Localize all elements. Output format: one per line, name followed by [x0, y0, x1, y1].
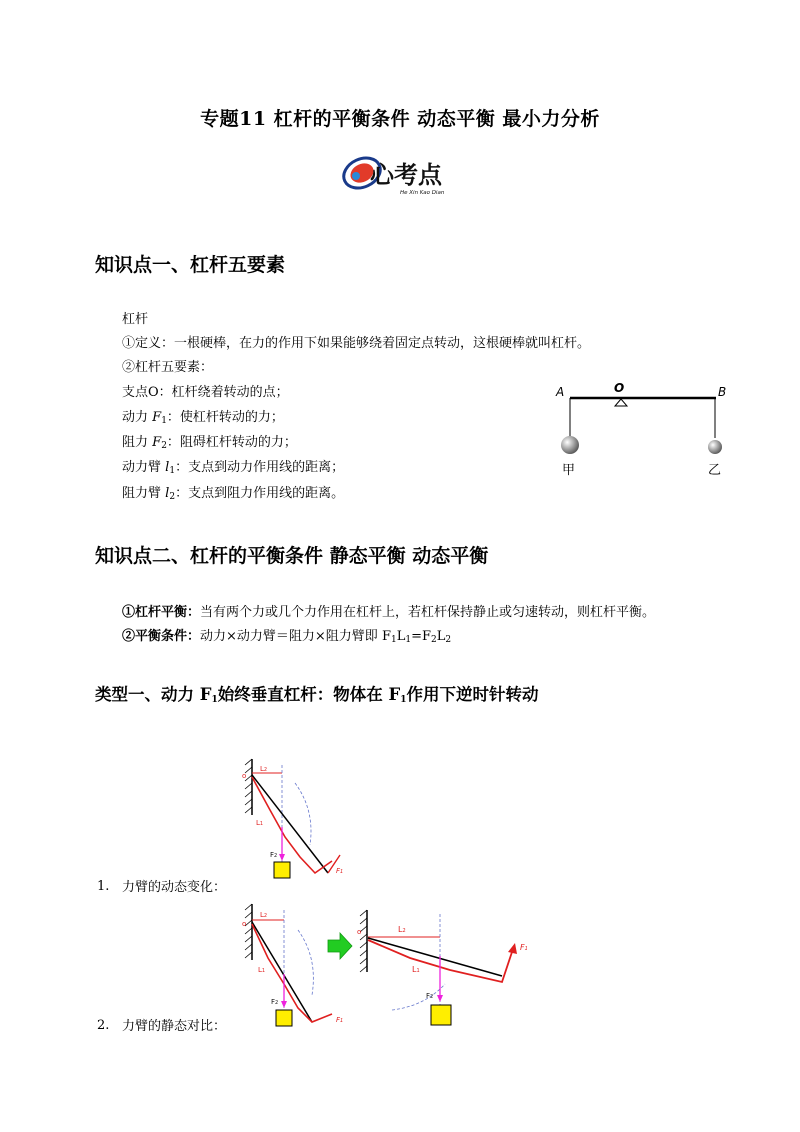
- svg-text:L1: L1: [258, 966, 266, 974]
- label-a: A: [556, 385, 565, 399]
- figure-static: [240, 900, 540, 1035]
- s2-line-1: ①杠杆平衡：当有两个力或几个力作用在杠杆上，若杠杆保持静止或匀速转动，则杠杆平衡。: [122, 605, 656, 620]
- fulcrum: [615, 399, 627, 406]
- logo: [340, 151, 462, 197]
- logo-en: He Xin Kao Dian: [400, 190, 445, 196]
- svg-text:o: o: [242, 772, 247, 780]
- logo-cn: 心考点: [370, 161, 442, 189]
- item-1-label: 力臂的动态变化：: [122, 880, 227, 895]
- s1-line-1: 杠杆: [122, 312, 149, 327]
- svg-text:F1: F1: [336, 1016, 344, 1024]
- item-1-num: 1.: [97, 879, 110, 894]
- item-2-num: 2.: [97, 1018, 110, 1033]
- s2-line-2: ②平衡条件：动力×动力臂＝阻力×阻力臂即 $F_1L_1=F_2L_2$: [122, 629, 452, 645]
- svg-text:F1: F1: [336, 867, 344, 875]
- page-title: 专题11 杠杆的平衡条件 动态平衡 最小力分析: [200, 108, 600, 130]
- section2-heading: 知识点二、杠杆的平衡条件 静态平衡 动态平衡: [95, 545, 489, 567]
- s1-line-3: ②杠杆五要素：: [122, 360, 214, 375]
- svg-text:L2: L2: [260, 765, 268, 773]
- figure-dynamic: [240, 755, 360, 885]
- left-mass: [561, 436, 579, 454]
- lever-diagram: [550, 378, 740, 483]
- item-2-label: 力臂的静态对比：: [122, 1019, 227, 1034]
- svg-text:L2: L2: [260, 911, 268, 919]
- svg-text:L1: L1: [256, 819, 264, 827]
- balance-formula: $F_1L_1=F_2L_2$: [381, 629, 452, 645]
- s1-line-6: 阻力 $F_2$：阻碍杠杆转动的力；: [122, 435, 297, 451]
- s1-line-8: 阻力臂 $l_2$：支点到阻力作用线的距离。: [122, 486, 345, 502]
- svg-text:F2: F2: [426, 992, 434, 1000]
- svg-text:o: o: [242, 920, 247, 928]
- svg-text:L2: L2: [398, 925, 406, 934]
- s1-line-2: ①定义：一根硬棒，在力的作用下如果能够绕着固定点转动，这根硬棒就叫杠杆。: [122, 336, 591, 351]
- svg-text:L1: L1: [412, 965, 420, 974]
- svg-text:F2: F2: [271, 998, 279, 1006]
- label-yi: 乙: [708, 463, 722, 478]
- right-mass: [708, 440, 722, 454]
- label-b: B: [718, 385, 727, 399]
- svg-text:o: o: [357, 928, 362, 936]
- svg-text:F1: F1: [520, 943, 528, 952]
- type1-heading: 类型一、动力 $F_1$始终垂直杠杆：物体在 $F_1$作用下逆时针转动: [95, 685, 539, 705]
- s1-line-5: 动力 $F_1$：使杠杆转动的力；: [122, 410, 284, 426]
- label-o: O: [614, 381, 625, 395]
- s1-line-7: 动力臂 $l_1$：支点到动力作用线的距离；: [122, 460, 345, 476]
- s1-line-4: 支点O：杠杆绕着转动的点；: [122, 385, 289, 400]
- label-jia: 甲: [562, 463, 576, 478]
- section1-heading: 知识点一、杠杆五要素: [95, 254, 286, 276]
- svg-text:F2: F2: [270, 851, 278, 859]
- green-arrow-icon: [328, 933, 352, 959]
